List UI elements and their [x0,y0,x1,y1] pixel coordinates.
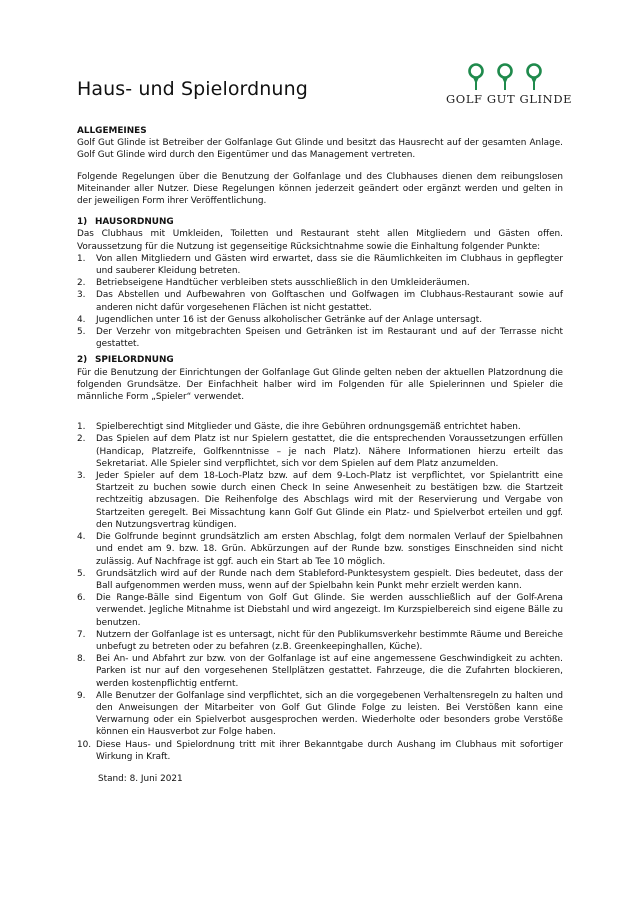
section-number: 2) [77,355,88,366]
golf-gut-glinde-logo [446,60,573,108]
list-item: 1. Spielberechtigt sind Mitglieder und Gäste, die ihre Gebühren ordnungsgemäß entrichtet haben. [77,422,521,433]
hausordnung-list [77,253,563,351]
logo-text: GOLF GUT GLINDE [446,92,573,106]
section-heading-allgemeines: ALLGEMEINES [77,126,147,136]
document-date: Stand: 8. Juni 2021 [98,773,183,784]
list-item: 4. Die Golfrunde beginnt grundsätzlich am ersten Abschlag, folgt dem normalen Verlauf der Spielbahnen und endet am 9. bzw. 18. Grün. Abkürzungen auf der Runde bzw. sonstiges Einschneiden sind nicht zulässig. Auf Nachfrage ist ggf. auch ein Start ab Tee 10 möglich. [77,532,563,567]
section-heading-hausordnung [77,216,563,228]
list-item: 2. Das Spielen auf dem Platz ist nur Spielern gestattet, die die entsprechenden Voraussetzungen erfüllen (Handicap, Platzreife, Golfkenntnisse – je nach Platz). Nähere Informationen hierzu erteilt das Sekretariat. Alle Spieler sind verpflichtet, sich vor dem Spielen auf dem Platz anzumelden. [77,434,563,469]
document-body [77,125,563,785]
list-item: 3. Jeder Spieler auf dem 18-Loch-Platz bzw. auf dem 9-Loch-Platz ist verpflichtet, vor Spielantritt eine Startzeit zu buchen sowie durch einen Check In seine Anwesenheit zu bestätigen bzw. die Startzeit rechtzeitig abzusagen. Die Reihenfolge des Abschlags wird mit der Reservierung und Vergabe von Startzeiten geregelt. Bei Missachtung kann Golf Gut Glinde ein Platz- und Spielverbot erteilen und ggf. den Nutzungsvertrag kündigen. [77,471,563,530]
spielordnung-list [77,421,563,763]
paragraph-hausordnung-intro: Das Clubhaus mit Umkleiden, Toiletten und Restaurant steht allen Mitgliedern und Gästen offen. Voraussetzung für die Nutzung ist gegenseitige Rücksichtnahme sowie die Einhaltung folgender Punkte: [77,229,563,252]
paragraph-allgemeines-1: Golf Gut Glinde ist Betreiber der Golfanlage Gut Glinde und besitzt das Hausrecht auf der gesamten Anlage. Golf Gut Glinde wird durch den Eigentümer und das Management vertreten. [77,138,563,161]
golf-ball-tees-icon [446,60,564,92]
list-item: 2. Betriebseigene Handtücher verbleiben stets ausschließlich in den Umkleideräumen. [77,278,470,289]
list-item: 6. Die Range-Bälle sind Eigentum von Golf Gut Glinde. Sie werden ausschließlich auf der Golf-Arena verwendet. Jegliche Mitnahme ist Diebstahl und wird angezeigt. Im Kurzspielbereich sind eigene Bälle zu benutzen. [77,593,563,628]
paragraph-spielordnung-intro: Für die Benutzung der Einrichtungen der Golfanlage Gut Glinde gelten neben der aktuellen Platzordnung die folgenden Grundsätze. Der Einfachheit halber wird im Folgenden für alle Spielerinnen und Spieler die männliche Form „Spieler“ verwendet. [77,367,563,403]
list-item: 9. Alle Benutzer der Golfanlage sind verpflichtet, sich an die vorgegebenen Verhaltensregeln zu halten und den Anweisungen der Mitarbeiter von Golf Gut Glinde Folge zu leisten. Bei Verstößen kann eine Verwarnung oder ein Spielverbot ausgesprochen werden. Wiederholte oder besonders grobe Verstöße können ein Hausverbot zur Folge haben. [77,690,563,738]
section-number: 1) [77,217,88,228]
list-item: 5. Grundsätzlich wird auf der Runde nach dem Stableford-Punktesystem gespielt. Dies bedeutet, dass der Ball aufgenommen werden muss, wenn auf der Spielbahn kein Punkt mehr erzielt werden kann. [77,568,563,591]
list-item: 7. Nutzern der Golfanlage ist es untersagt, nicht für den Publikumsverkehr bestimmte Räume und Bereiche unbefugt zu betreten oder zu befahren (z.B. Greenkeepinghallen, Küche). [77,629,563,652]
list-item: 3. Das Abstellen und Aufbewahren von Golftaschen und Golfwagen im Clubhaus-Restaurant sowie auf anderen nicht dafür vorgesehenen Flächen ist nicht gestattet. [77,290,563,313]
list-item: 5. Der Verzehr von mitgebrachten Speisen und Getränken ist im Restaurant und auf der Terrasse nicht gestattet. [77,327,563,350]
paragraph-allgemeines-2: Folgende Regelungen über die Benutzung der Golfanlage und des Clubhauses dienen dem reibungslosen Miteinander aller Nutzer. Diese Regelungen können jederzeit geändert oder ergänzt werden und gelten in der jeweiligen Form ihrer Veröffentlichung. [77,171,563,207]
list-item: 10. Diese Haus- und Spielordnung tritt mit ihrer Bekanntgabe durch Aushang im Clubhaus mit sofortiger Wirkung in Kraft. [77,739,563,762]
section-title: SPIELORDNUNG [95,355,174,366]
list-item: 1. Von allen Mitgliedern und Gästen wird erwartet, dass sie die Räumlichkeiten im Clubhaus in gepflegter und sauberer Kleidung betreten. [77,253,563,277]
section-title: HAUSORDNUNG [95,217,174,228]
list-item: 8. Bei An- und Abfahrt zur bzw. von der Golfanlage ist auf eine angemessene Geschwindigkeit zu achten. Parken ist nur auf den vorgesehenen Stellplätzen gestattet. Fahrzeuge, die die Zufahrten blockieren, werden kostenpflichtig entfernt. [77,654,563,689]
page-title: Haus- und Spielordnung [77,78,308,100]
list-item: 4. Jugendlichen unter 16 ist der Genuss alkoholischer Getränke auf der Anlage untersagt. [77,314,483,325]
section-heading-spielordnung [77,354,563,366]
